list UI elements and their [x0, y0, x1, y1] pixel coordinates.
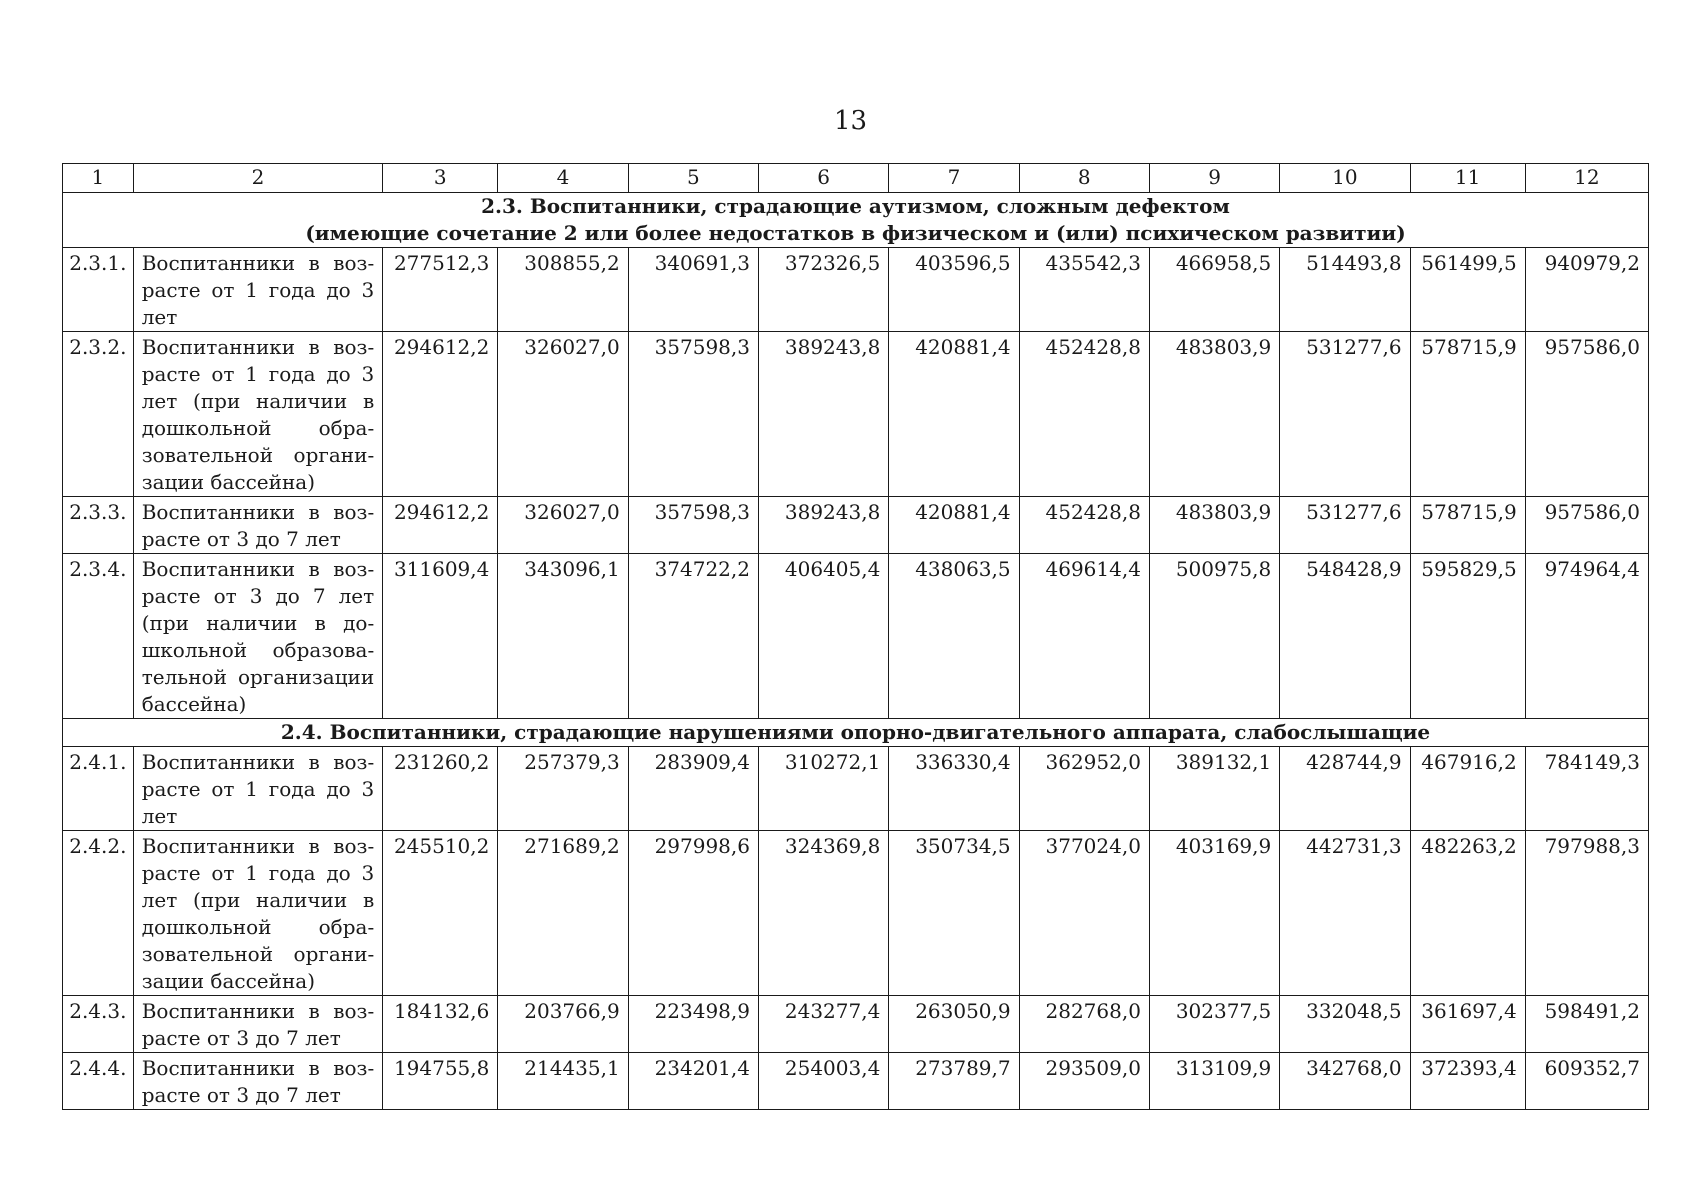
value-cell: 326027,0 — [498, 332, 628, 497]
value-cell: 293509,0 — [1019, 1053, 1149, 1110]
value-cell: 940979,2 — [1525, 248, 1648, 332]
value-cell: 203766,9 — [498, 996, 628, 1053]
value-cell: 223498,9 — [628, 996, 758, 1053]
column-number: 7 — [889, 164, 1019, 193]
table-row — [63, 1053, 1649, 1110]
value-cell: 389243,8 — [759, 332, 889, 497]
row-label: Воспитанники в возрасте от 3 до 7 лет (при наличии в дошкольной образовательной организации бассейна) — [133, 554, 383, 719]
row-number: 2.4.3. — [63, 996, 134, 1053]
section-title — [63, 193, 1649, 248]
value-cell: 467916,2 — [1410, 747, 1525, 831]
table-row — [63, 332, 1649, 497]
value-cell: 561499,5 — [1410, 248, 1525, 332]
value-cell: 324369,8 — [759, 831, 889, 996]
column-number: 1 — [63, 164, 134, 193]
value-cell: 438063,5 — [889, 554, 1019, 719]
value-cell: 245510,2 — [383, 831, 498, 996]
value-cell: 578715,9 — [1410, 497, 1525, 554]
value-cell: 313109,9 — [1149, 1053, 1279, 1110]
value-cell: 389243,8 — [759, 497, 889, 554]
value-cell: 374722,2 — [628, 554, 758, 719]
value-cell: 302377,5 — [1149, 996, 1279, 1053]
value-cell: 372393,4 — [1410, 1053, 1525, 1110]
row-number: 2.3.1. — [63, 248, 134, 332]
value-cell: 595829,5 — [1410, 554, 1525, 719]
column-number: 2 — [133, 164, 383, 193]
column-number: 3 — [383, 164, 498, 193]
value-cell: 957586,0 — [1525, 497, 1648, 554]
section-title — [63, 719, 1649, 747]
value-cell: 420881,4 — [889, 332, 1019, 497]
value-cell: 406405,4 — [759, 554, 889, 719]
value-cell: 469614,4 — [1019, 554, 1149, 719]
value-cell: 282768,0 — [1019, 996, 1149, 1053]
value-cell: 332048,5 — [1280, 996, 1410, 1053]
value-cell: 377024,0 — [1019, 831, 1149, 996]
value-cell: 466958,5 — [1149, 248, 1279, 332]
value-cell: 254003,4 — [759, 1053, 889, 1110]
value-cell: 372326,5 — [759, 248, 889, 332]
value-cell: 308855,2 — [498, 248, 628, 332]
section-header-row — [63, 193, 1649, 248]
table-row — [63, 248, 1649, 332]
value-cell: 420881,4 — [889, 497, 1019, 554]
row-label: Воспитанники в возрасте от 1 года до 3 лет (при наличии в дошкольной образовательной организации бассейна) — [133, 831, 383, 996]
column-number: 9 — [1149, 164, 1279, 193]
value-cell: 403169,9 — [1149, 831, 1279, 996]
value-cell: 184132,6 — [383, 996, 498, 1053]
row-label: Воспитанники в возрасте от 1 года до 3 лет (при наличии в дошкольной образовательной организации бассейна) — [133, 332, 383, 497]
value-cell: 257379,3 — [498, 747, 628, 831]
value-cell: 194755,8 — [383, 1053, 498, 1110]
value-cell: 483803,9 — [1149, 332, 1279, 497]
column-number: 12 — [1525, 164, 1648, 193]
value-cell: 271689,2 — [498, 831, 628, 996]
row-number: 2.3.2. — [63, 332, 134, 497]
value-cell: 784149,3 — [1525, 747, 1648, 831]
value-cell: 294612,2 — [383, 332, 498, 497]
row-label: Воспитанники в возрасте от 3 до 7 лет — [133, 497, 383, 554]
value-cell: 442731,3 — [1280, 831, 1410, 996]
value-cell: 609352,7 — [1525, 1053, 1648, 1110]
value-cell: 578715,9 — [1410, 332, 1525, 497]
value-cell: 452428,8 — [1019, 497, 1149, 554]
value-cell: 357598,3 — [628, 497, 758, 554]
value-cell: 403596,5 — [889, 248, 1019, 332]
column-number: 10 — [1280, 164, 1410, 193]
value-cell: 357598,3 — [628, 332, 758, 497]
row-label: Воспитанники в возрасте от 1 года до 3 лет — [133, 747, 383, 831]
value-cell: 548428,9 — [1280, 554, 1410, 719]
value-cell: 350734,5 — [889, 831, 1019, 996]
value-cell: 389132,1 — [1149, 747, 1279, 831]
column-number: 4 — [498, 164, 628, 193]
value-cell: 452428,8 — [1019, 332, 1149, 497]
value-cell: 277512,3 — [383, 248, 498, 332]
column-number-row — [63, 164, 1649, 193]
value-cell: 336330,4 — [889, 747, 1019, 831]
value-cell: 531277,6 — [1280, 332, 1410, 497]
value-cell: 974964,4 — [1525, 554, 1648, 719]
row-label: Воспитанники в возрасте от 3 до 7 лет — [133, 1053, 383, 1110]
value-cell: 283909,4 — [628, 747, 758, 831]
row-label: Воспитанники в возрасте от 1 года до 3 лет — [133, 248, 383, 332]
value-cell: 310272,1 — [759, 747, 889, 831]
table-row — [63, 554, 1649, 719]
row-number: 2.4.2. — [63, 831, 134, 996]
value-cell: 361697,4 — [1410, 996, 1525, 1053]
value-cell: 598491,2 — [1525, 996, 1648, 1053]
value-cell: 326027,0 — [498, 497, 628, 554]
value-cell: 435542,3 — [1019, 248, 1149, 332]
value-cell: 428744,9 — [1280, 747, 1410, 831]
row-number: 2.4.1. — [63, 747, 134, 831]
value-cell: 342768,0 — [1280, 1053, 1410, 1110]
value-cell: 340691,3 — [628, 248, 758, 332]
row-number: 2.4.4. — [63, 1053, 134, 1110]
value-cell: 311609,4 — [383, 554, 498, 719]
value-cell: 214435,1 — [498, 1053, 628, 1110]
value-cell: 343096,1 — [498, 554, 628, 719]
tariff-table — [62, 163, 1649, 1110]
section-title-line: 2.3. Воспитанники, страдающие аутизмом, сложным дефектом — [481, 194, 1230, 218]
row-number: 2.3.4. — [63, 554, 134, 719]
value-cell: 243277,4 — [759, 996, 889, 1053]
table-row — [63, 996, 1649, 1053]
table-row — [63, 497, 1649, 554]
value-cell: 297998,6 — [628, 831, 758, 996]
column-number: 11 — [1410, 164, 1525, 193]
section-title-line: (имеющие сочетание 2 или более недостатков в физическом и (или) психическом развитии) — [305, 221, 1406, 245]
section-title-line: 2.4. Воспитанники, страдающие нарушениями опорно-двигательного аппарата, слабослышащие — [280, 720, 1431, 744]
value-cell: 294612,2 — [383, 497, 498, 554]
value-cell: 957586,0 — [1525, 332, 1648, 497]
table-row — [63, 747, 1649, 831]
column-number: 6 — [759, 164, 889, 193]
value-cell: 362952,0 — [1019, 747, 1149, 831]
value-cell: 234201,4 — [628, 1053, 758, 1110]
value-cell: 231260,2 — [383, 747, 498, 831]
row-number: 2.3.3. — [63, 497, 134, 554]
value-cell: 482263,2 — [1410, 831, 1525, 996]
value-cell: 514493,8 — [1280, 248, 1410, 332]
value-cell: 273789,7 — [889, 1053, 1019, 1110]
section-header-row — [63, 719, 1649, 747]
column-number: 8 — [1019, 164, 1149, 193]
value-cell: 531277,6 — [1280, 497, 1410, 554]
page-number: 13 — [833, 106, 868, 136]
value-cell: 797988,3 — [1525, 831, 1648, 996]
value-cell: 483803,9 — [1149, 497, 1279, 554]
value-cell: 263050,9 — [889, 996, 1019, 1053]
column-number: 5 — [628, 164, 758, 193]
table-body — [63, 164, 1649, 1110]
row-label: Воспитанники в возрасте от 3 до 7 лет — [133, 996, 383, 1053]
value-cell: 500975,8 — [1149, 554, 1279, 719]
table-row — [63, 831, 1649, 996]
